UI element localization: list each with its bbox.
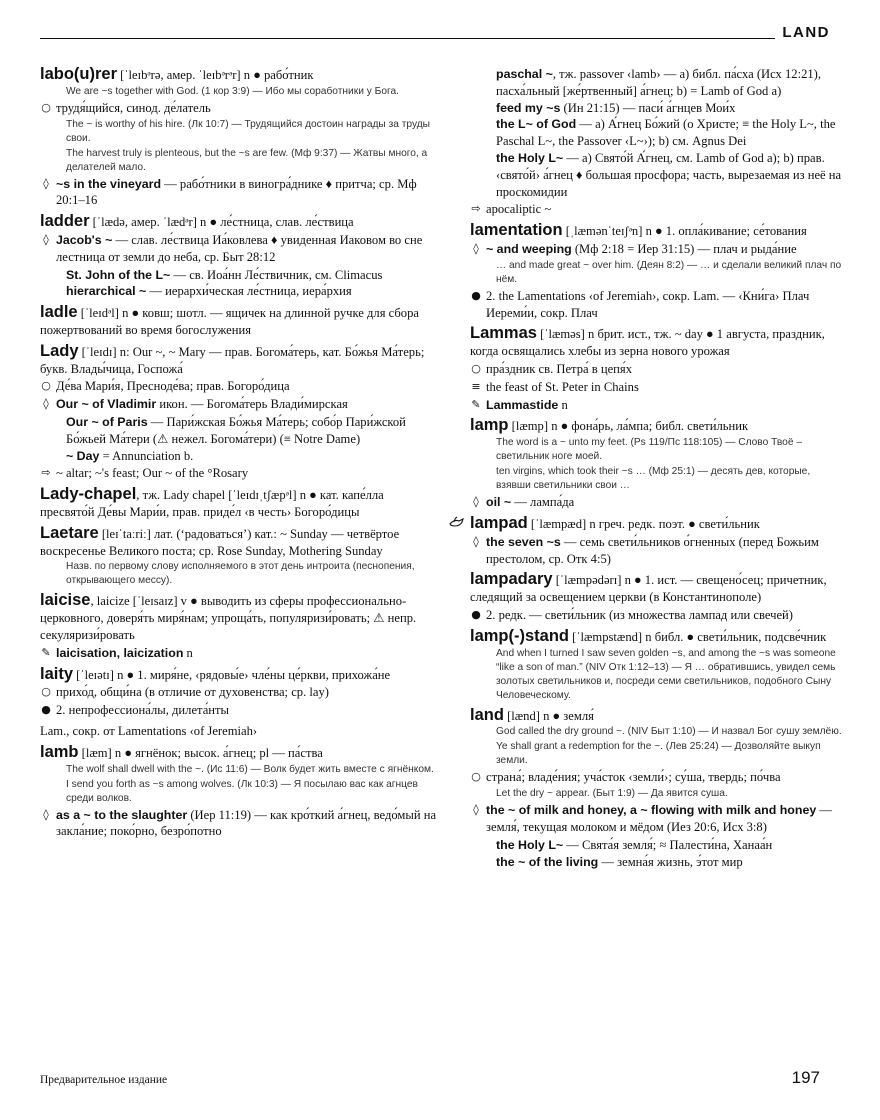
- entry-lampstand: [466, 628, 842, 703]
- sense-row: [36, 176, 438, 210]
- headword: laity: [40, 664, 74, 683]
- phrase: Lammastide: [486, 397, 559, 412]
- sense-marker: ◊: [473, 803, 479, 817]
- sense-text: [486, 494, 842, 511]
- sense-row: [466, 288, 842, 322]
- sense-gloss: — земля́, текущая молоком и мёдом (Иез 20:6, Исх 3:8): [486, 803, 832, 834]
- sense-row: [36, 807, 438, 841]
- entry-definition: [ˈleɪətɪ] n ● 1. миря́не, ‹рядовы́е› чле́ны це́ркви, прихожа́не: [73, 667, 391, 682]
- lamp-icon: [449, 515, 465, 529]
- sense-marker: ◊: [473, 241, 479, 255]
- sense-marker: ●: [471, 607, 481, 621]
- entry-heading-line: [466, 222, 842, 240]
- sense-text: [486, 802, 842, 836]
- sense-gloss: 2. непрофессиона́лы, дилета́нты: [56, 703, 229, 718]
- header-rule: [40, 38, 775, 39]
- phrase: Jacob's ~: [56, 232, 113, 247]
- headword: lamb: [40, 742, 79, 761]
- entry-ladder: [36, 213, 438, 300]
- headword: Laetare: [40, 523, 99, 542]
- entry-heading-line: [36, 592, 438, 643]
- usage-example: I send you forth as ~s among wolves. (Лк 10:3) — Я посылаю вас как агнцев среди волков.: [66, 778, 418, 804]
- sub-phrase: [466, 100, 842, 117]
- entry-definition: [ˈleɪdᵊl] n ● ковш; шотл. — ящичек на длинной ручке для сбора пожертвований во время богослужения: [40, 306, 419, 337]
- entry-definition: , тж. Lady chapel [ˈleɪdɪˌtʃæpᵊl] n ● кат. капе́лла пресвято́й Де́вы Мари́и, прав. приде́л ‹в честь› Богоро́дицы: [40, 488, 384, 519]
- sense-marker: ●: [41, 703, 51, 717]
- usage-example: And when I turned I saw seven golden ~s, and among the ~s was someone “like a son of man.” (NIV Отк 1:12–13) — Я … обратившись, увидел семь золотых светильников и, посреди семи светильников, подобного Сыну Человеческому.: [496, 647, 836, 701]
- usage-example: Ye shall grant a redemption for the ~. (Лев 25:24) — Дозволяйте выкуп земли.: [496, 741, 821, 767]
- entry-heading-line: [36, 744, 438, 762]
- sense-marker: ○: [41, 100, 51, 114]
- usage-example: The harvest truly is plenteous, but the ~s are few. (Мф 9:37) — Жатвы много, а делателей мало.: [66, 147, 428, 173]
- phrase: St. John of the L~: [66, 267, 171, 282]
- sense-row: [466, 769, 842, 786]
- sense-row: [466, 494, 842, 511]
- entry-heading-line: [36, 213, 438, 231]
- sense-gloss: n: [558, 397, 568, 412]
- sense-gloss: (Мф 2:18 = Иер 31:15) — плач и рыда́ние: [571, 241, 797, 256]
- sense-marker: ✎: [41, 645, 51, 659]
- sense-marker: ○: [41, 379, 51, 393]
- entry-heading-line: [36, 66, 438, 84]
- sense-marker: ○: [41, 685, 51, 699]
- sense-marker: ○: [471, 770, 481, 784]
- sense-gloss: ~ altar; ~'s feast; Our ~ of the °Rosary: [56, 466, 249, 481]
- sense-gloss: 2. the Lamentations ‹of Jeremiah›, сокр. Lam. — ‹Кни́га› Плач Иереми́и, сокр. Плач: [486, 288, 810, 320]
- phrase: the ~ of milk and honey, a ~ flowing with milk and honey: [486, 803, 817, 818]
- sense-gloss: the feast of St. Peter in Chains: [486, 379, 639, 394]
- sub-phrase: [466, 837, 842, 854]
- sense-row: [36, 396, 438, 413]
- phrase: paschal ~: [496, 67, 553, 81]
- usage-example: … and made great ~ over him. (Деян 8:2) — … и сделали великий плач по нём.: [496, 259, 842, 285]
- headword: Lady-chapel: [40, 485, 137, 504]
- usage-example: Let the dry ~ appear. (Быт 1:9) — Да явится суша.: [496, 788, 728, 800]
- entry-definition: [ˈlæmpədərɪ] n ● 1. ист. — свещено́сец; причетник, следящий за освещением церкви (в Константинополе): [470, 573, 827, 605]
- sense-text: [56, 807, 438, 841]
- entry-land: [466, 707, 842, 871]
- phrase: the L~ of God: [496, 117, 577, 132]
- usage-example: The word is a ~ unto my feet. (Ps 119/Пс 118:105) — Слово Твоё – светильник ноге моей.: [496, 437, 802, 463]
- phrase: feed my ~s: [496, 100, 561, 115]
- entry-definition: [ˈleɪbᵊrə, амер. ˈleɪbᵊrᵊr] n ● рабо́тник: [117, 68, 314, 82]
- headword: ladle: [40, 303, 78, 322]
- page-number: 197: [791, 1068, 820, 1087]
- entry-lampadary: [466, 571, 842, 623]
- sense-text: [486, 201, 842, 218]
- sense-gloss: — семь свети́льников о́гненных (перед Божьим престолом, ср. Отк 4:5): [486, 534, 819, 566]
- sense-gloss: трудя́щийся, синод. де́латель: [56, 100, 211, 115]
- sense-text: [56, 100, 438, 117]
- sense-text: [56, 684, 438, 701]
- sense-marker: ●: [471, 288, 481, 302]
- entry-heading-line: [466, 515, 842, 533]
- sense-text: [486, 361, 842, 378]
- sub-phrase: [466, 66, 842, 100]
- sense-text: [486, 607, 842, 624]
- entry-heading-line: [466, 571, 842, 606]
- sense-marker: ≡: [471, 379, 481, 393]
- sense-marker: ○: [471, 361, 481, 375]
- entry-definition: [ˈlæmpæd] n греч. редк. поэт. ● свети́льник: [527, 516, 760, 531]
- entry-definition: [ˈlædə, амер. ˈlædᵊr] n ● ле́стница, слав. ле́ствица: [89, 215, 354, 230]
- entry-lampad: [466, 515, 842, 567]
- sense-gloss: — a) А́гнец Бо́жий (о Христе; ≡ the Holy L~, the Paschal L~, the Passover ‹L~›); b) см. Agnus Dei: [496, 117, 836, 149]
- headword: laicise: [40, 591, 91, 610]
- entry-lady: [36, 343, 438, 482]
- headword: land: [470, 705, 504, 724]
- sense-row: [36, 645, 438, 662]
- sub-phrase: [466, 150, 842, 200]
- right-column: [466, 66, 842, 874]
- entry-heading-line: [466, 417, 842, 435]
- entry-definition: [ˈleɪdɪ] n: Our ~, ~ Mary — прав. Богома́терь, кат. Бо́жья Ма́терь; букв. Влады́чица, Госпожа́: [40, 344, 425, 376]
- headword: lampad: [470, 513, 528, 532]
- phrase: Our ~ of Paris: [66, 414, 148, 429]
- sense-gloss: 2. редк. — свети́льник (из множества лампад или свечей): [486, 607, 793, 622]
- usage-example: ten virgins, which took their ~s … (Мф 25:1) — десять дев, которые, взявши светильники свои …: [496, 466, 811, 492]
- entry-heading-line: [36, 486, 438, 521]
- headword: Lammas: [470, 324, 537, 343]
- entry-heading-line: [36, 343, 438, 378]
- phrase: ~s in the vineyard: [56, 176, 162, 191]
- entry-definition: [ˌlæmənˈteɪʃᵊn] n ● 1. опла́кивание; се́тования: [562, 224, 807, 239]
- sense-row: [466, 361, 842, 378]
- sense-row: [36, 378, 438, 395]
- sense-row: [466, 241, 842, 258]
- headword: Lady: [40, 341, 79, 360]
- sense-text: [56, 702, 438, 719]
- sense-row: [466, 379, 842, 396]
- entry-heading-line: [466, 325, 842, 360]
- sense-row: [466, 201, 842, 218]
- entry-heading-line: [36, 304, 438, 339]
- entry-definition: Lam., сокр. от Lamentations ‹of Jeremiah›: [40, 723, 258, 738]
- sense-marker: ◊: [43, 176, 49, 190]
- entry-ladle: [36, 304, 438, 339]
- sense-marker: ◊: [43, 397, 49, 411]
- usage-example: Назв. по первому слову исполняемого в этот день интроита (песнопения, открывающего мессу).: [66, 561, 415, 587]
- sense-marker: ⇨: [471, 202, 481, 216]
- sense-text: [56, 232, 438, 266]
- sense-row: [466, 397, 842, 414]
- sense-gloss: (Ин 21:15) — паси́ а́гнцев Мои́х: [560, 100, 736, 115]
- entry-heading-line: [466, 628, 842, 646]
- usage-example: The wolf shall dwell with the ~. (Ис 11:6) — Волк будет жить вместе с ягнёнком.: [66, 763, 434, 775]
- phrase: the ~ of the living: [496, 854, 599, 869]
- sense-text: [486, 379, 842, 396]
- left-column: [36, 66, 438, 844]
- sense-row: [466, 802, 842, 836]
- sense-marker: ✎: [471, 397, 481, 411]
- sense-marker: ⇨: [41, 466, 51, 480]
- phrase: hierarchical ~: [66, 284, 147, 299]
- sense-gloss: — лампа́да: [511, 495, 575, 510]
- entry-lamentation: [466, 222, 842, 321]
- phrase: ~ and weeping: [486, 241, 572, 256]
- sense-text: [56, 176, 438, 210]
- phrase: the seven ~s: [486, 534, 561, 549]
- sense-marker: ◊: [473, 534, 479, 548]
- sub-phrase: [36, 283, 438, 300]
- entry-laetare: [36, 525, 438, 589]
- sense-gloss: — рабо́тники в виногра́днике ♦ притча; ср. Мф 20:1–16: [56, 176, 417, 208]
- headword: lamp(-)stand: [470, 626, 569, 645]
- sense-gloss: , тж. passover ‹lamb› — a) библ. па́сха (Исх 12:21), пасха́льный [же́ртвенный] а́гнец; b) = Lamb of God a): [496, 67, 822, 98]
- phrase: laicisation, laicization: [56, 645, 184, 660]
- entry-lamb-cont: [466, 66, 842, 218]
- sense-text: [56, 378, 438, 395]
- sense-text: [56, 645, 438, 662]
- sense-row: [36, 702, 438, 719]
- sense-text: [486, 397, 842, 414]
- headword: ladder: [40, 212, 90, 231]
- entry-definition: [læmp] n ● фона́рь, ла́мпа; библ. свети́льник: [508, 419, 749, 434]
- entry-heading-line: [466, 707, 842, 725]
- sense-row: [466, 534, 842, 568]
- sense-gloss: Де́ва Мари́я, Пресноде́ва; прав. Богоро́дица: [56, 379, 290, 394]
- entry-heading-line: [36, 525, 438, 560]
- sense-text: [56, 396, 438, 413]
- sense-text: [486, 769, 842, 786]
- sense-gloss: — земна́я жизнь, э́тот мир: [598, 854, 743, 869]
- usage-example: We are ~s together with God. (1 кор 3:9) — Ибо мы соработники у Бога.: [66, 85, 399, 97]
- phrase: oil ~: [486, 495, 512, 510]
- entry-lam: [36, 723, 438, 740]
- usage-example: The ~ is worthy of his hire. (Лк 10:7) — Трудящийся достоин награды за труды свои.: [66, 118, 430, 144]
- headword: lamentation: [470, 221, 563, 240]
- phrase: as a ~ to the slaughter: [56, 807, 188, 822]
- entry-definition: [læm] n ● ягнёнок; высок. а́гнец; pl — па́ства: [78, 745, 323, 760]
- sense-gloss: n: [183, 645, 193, 660]
- sense-text: [486, 241, 842, 258]
- sense-gloss: прихо́д, общи́на (в отличие от духовенства; ср. lay): [56, 685, 329, 700]
- sense-marker: ◊: [43, 232, 49, 246]
- sense-row: [36, 100, 438, 117]
- guide-word: LAND: [782, 24, 830, 41]
- sense-gloss: — a) Свято́й А́гнец, см. Lamb of God a); b) прав. ‹свято́й› а́гнец ♦ большая просфора; часть, вырезаемая из неё на проскомидии: [496, 150, 842, 199]
- phrase: the Holy L~: [496, 837, 564, 852]
- sense-row: [36, 232, 438, 266]
- entry-definition: [ˈlæmpstænd] n библ. ● свети́льник, подсве́чник: [569, 629, 827, 644]
- edition-note: Предварительное издание: [40, 1074, 168, 1086]
- entry-labourer: [36, 66, 438, 209]
- phrase: the Holy L~: [496, 150, 564, 165]
- usage-example: God called the dry ground ~. (NIV Быт 1:10) — И назвал Бог сушу землёю.: [496, 726, 842, 738]
- sub-phrase: [36, 448, 438, 465]
- sense-gloss: — Пари́жская Бо́жья Ма́терь; собо́р Пари́жской Бо́жьей Ма́тери (⚠ нежел. Богома́тери) (≡ Notre Dame): [66, 414, 406, 446]
- sense-gloss: = Annunciation b.: [99, 448, 194, 463]
- sense-gloss: икон. — Богома́терь Влади́мирская: [156, 397, 348, 412]
- sub-phrase: [36, 414, 438, 448]
- entry-laity: [36, 666, 438, 719]
- entry-heading-line: [36, 666, 438, 684]
- sense-gloss: — св. Иоа́нн Ле́ствичник, см. Climacus: [170, 267, 383, 282]
- entry-laicise: [36, 592, 438, 661]
- phrase: Our ~ of Vladimir: [56, 397, 157, 412]
- sense-gloss: страна́; владе́ния; уча́сток ‹земли́›; су́ша, твердь; по́чва: [486, 770, 781, 785]
- sub-phrase: [36, 267, 438, 284]
- sub-phrase: [466, 116, 842, 150]
- entry-definition: [lænd] n ● земля́: [503, 708, 594, 723]
- sense-row: [36, 465, 438, 482]
- headword: labo(u)rer: [40, 65, 118, 83]
- sense-gloss: — Свята́я земля́; ≈ Палести́на, Ханаа́н: [563, 837, 773, 852]
- sense-text: [486, 288, 842, 322]
- sense-gloss: — иерархи́ческая ле́стница, иера́рхия: [146, 284, 352, 299]
- sense-row: [466, 607, 842, 624]
- sense-gloss: (Иер 11:19) — как кро́ткий а́гнец, ведо́мый на закла́ние; поко́рно, безро́потно: [56, 807, 437, 839]
- sense-gloss: apocaliptic ~: [486, 202, 552, 217]
- sense-gloss: пра́здник св. Петра́ в цепя́х: [486, 361, 632, 376]
- entry-lamp: [466, 417, 842, 511]
- entry-heading-line: [36, 723, 438, 740]
- entry-definition: [leɪˈtaːriː] лат. (‘радоваться’) кат.: ~ Sunday — четвёртое воскресенье Великого поста; ср. Rose Sunday, Mothering Sunday: [40, 526, 400, 558]
- sub-phrase: [466, 854, 842, 871]
- sense-marker: ◊: [43, 807, 49, 821]
- entry-lady-chapel: [36, 486, 438, 521]
- entry-definition: , laicize [ˈleɪsaɪz] v ● выводить из сферы профессионально-церковного, доверя́ть миря́нам; упроща́ть, популяризи́ровать; ⚠ непр. секуляризи́ровать: [40, 594, 417, 642]
- entry-lamb: [36, 744, 438, 840]
- phrase: ~ Day: [66, 448, 100, 463]
- headword: lamp: [470, 416, 509, 435]
- entry-definition: [ˈlæməs] n брит. ист., тж. ~ day ● 1 августа, праздник, когда освящались хлебы из зерна нового урожая: [470, 327, 825, 359]
- sense-row: [36, 684, 438, 701]
- sense-text: [56, 465, 438, 482]
- entry-lammas: [466, 325, 842, 413]
- headword: lampadary: [470, 570, 553, 589]
- sense-gloss: — слав. ле́ствица Иа́ковлева ♦ увиденная Иаковом во сне лестница от земли до неба, ср. Быт 28:12: [56, 232, 423, 264]
- sense-text: [486, 534, 842, 568]
- sense-marker: ◊: [473, 495, 479, 509]
